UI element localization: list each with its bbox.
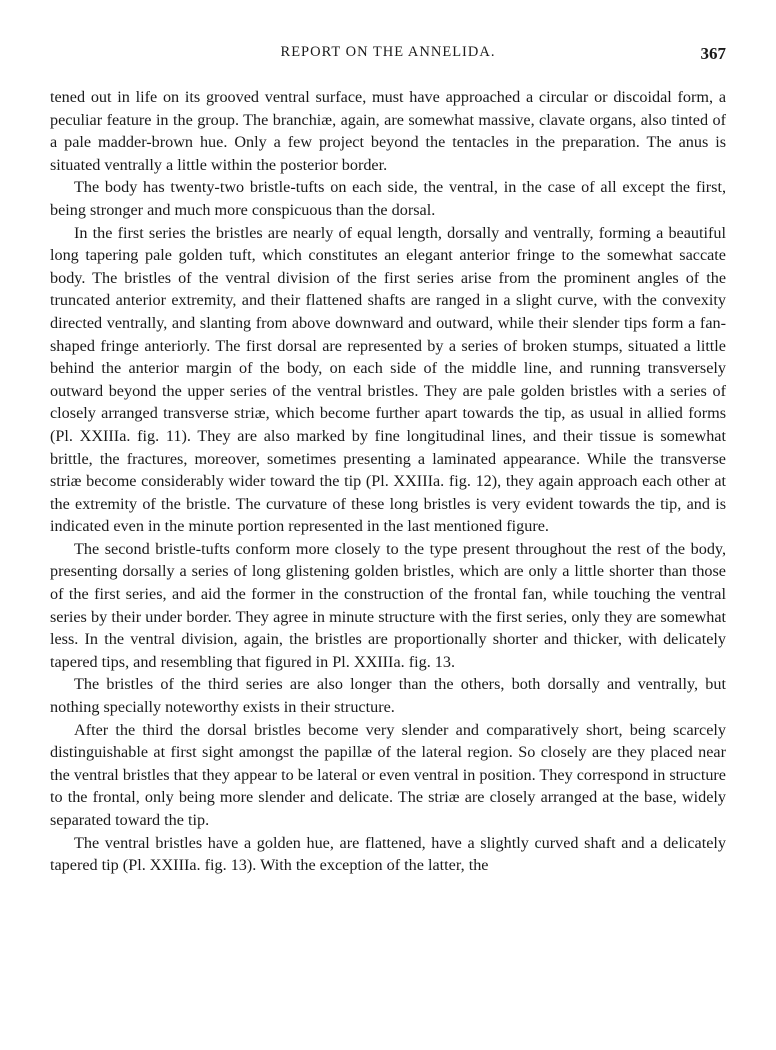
paragraph-bristle-tufts: The body has twenty-two bristle-tufts on each side, the ventral, in the case of all except the first, being stronger and much more conspicuous than the dorsal.: [50, 178, 726, 219]
paragraph-continued: tened out in life on its grooved ventral surface, must have approached a circular or discoidal form, a peculiar feature in the group. The branchiæ, again, are somewhat massive, clavate organs, also tinted of a pale madder-brown hue. Only a few project beyond the tentacles in the preparation. The anus is situated ventrally a little within the posterior border.: [50, 88, 726, 174]
running-head: [50, 44, 726, 68]
paragraph-third-series: The bristles of the third series are also longer than the others, both dorsally and ventrally, but nothing specially noteworthy exists in their structure.: [50, 675, 726, 717]
paragraph-second-series: The second bristle-tufts conform more closely to the type present throughout the rest of the body, presenting dorsally a series of long glistening golden bristles, which are only a little shorter than those of the first series, and aid the former in the construction of the frontal fan, while touching the ventral series by their under border. They agree in minute structure with the first series, only they are somewhat less. In the ventral division, again, the bristles are proportionally shorter and thicker, with delicately tapered tips, and resembling that figured in Pl. XXIIIa. fig. 13.: [50, 539, 726, 671]
page-number: 367: [700, 44, 726, 63]
paragraph-first-series: In the first series the bristles are nearly of equal length, dorsally and ventrally, forming a beautiful long tapering pale golden tuft, which constitutes an elegant anterior fringe to the somewhat saccate body. The bristles of the ventral division of the first series arise from the prominent angles of the truncated anterior extremity, and their flattened shafts are ranged in a slight curve, with the convexity directed ventrally, and slanting from above downward and outward, while their slender tips form a fan-shaped fringe anteriorly. The first dorsal are represented by a series of broken stumps, situated a little behind the anterior margin of the body, on each side of the middle line, and running transversely outward beyond the upper series of the ventral bristles. They are pale golden bristles with a series of closely arranged transverse striæ, which become further apart towards the tip, as usual in allied forms (Pl. XXIIIa. fig. 11). They are also marked by fine longitudinal lines, and their tissue is somewhat brittle, the fractures, moreover, sometimes presenting a laminated appearance. While the transverse striæ become considerably wider toward the tip (Pl. XXIIIa. fig. 12), they again approach each other at the extremity of the bristle. The curvature of these long bristles is very evident towards the tip, and is indicated even in the minute portion represented in the last mentioned figure.: [50, 223, 726, 536]
body-text: [50, 86, 726, 877]
paragraph-ventral-bristles: The ventral bristles have a golden hue, are flattened, have a slightly curved shaft and a delicately tapered tip (Pl. XXIIIa. fig. 13). With the exception of the latter, the: [50, 833, 726, 875]
paragraph-after-third: After the third the dorsal bristles become very slender and comparatively short, being scarcely distinguishable at first sight amongst the papillæ of the lateral region. So closely are they placed near the ventral bristles that they appear to be lateral or even ventral in position. They correspond in structure to the frontal, only being more slender and delicate. The striæ are closely arranged at the base, widely separated toward the tip.: [50, 720, 726, 829]
running-title: REPORT ON THE ANNELIDA.: [280, 44, 496, 60]
